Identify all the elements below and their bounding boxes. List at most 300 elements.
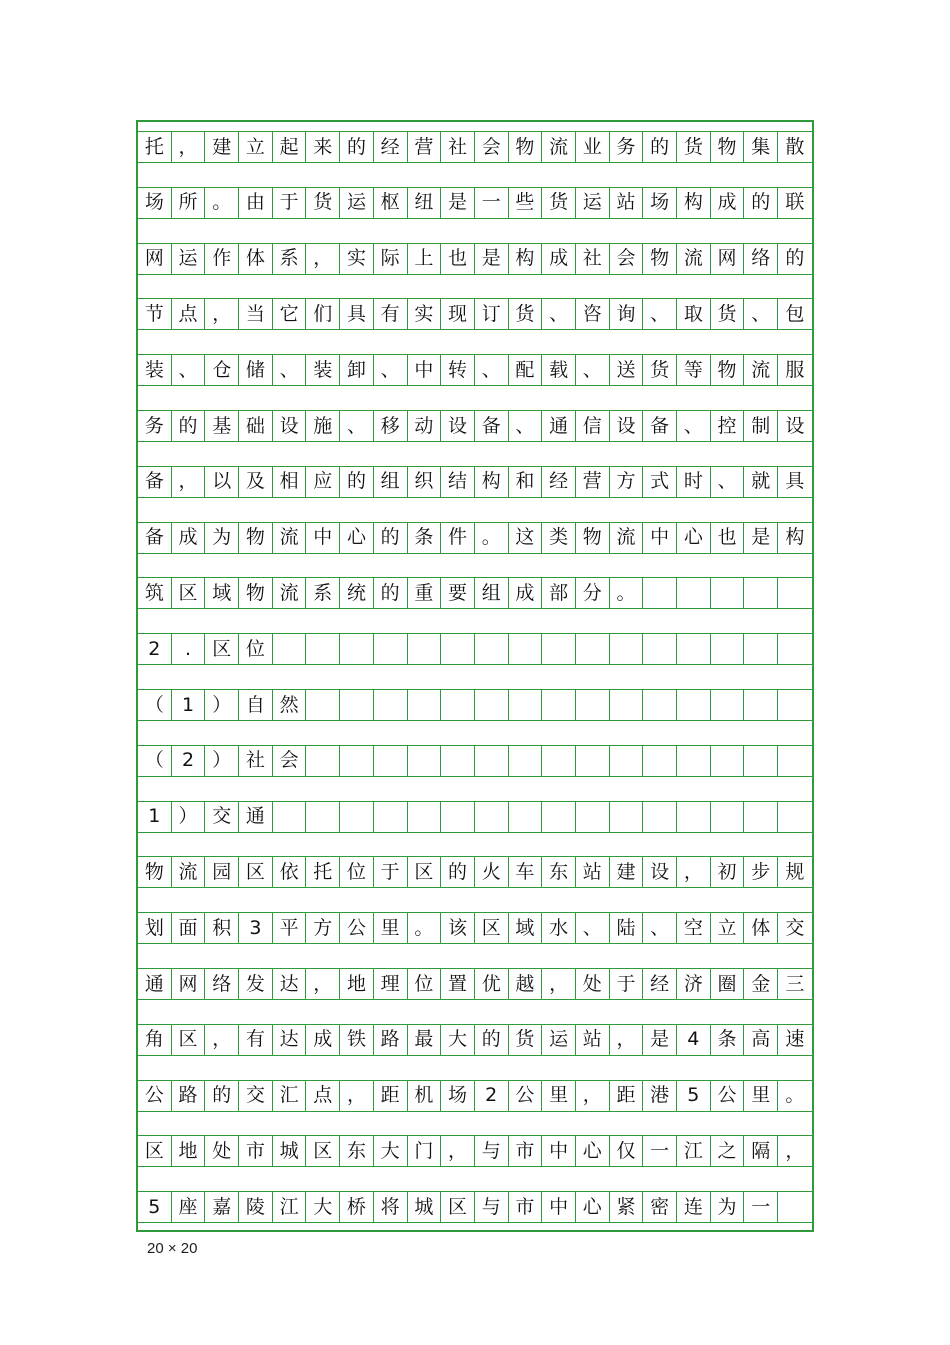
grid-cell: 当 <box>239 298 273 330</box>
grid-cell: 步 <box>744 856 778 888</box>
grid-cell: . <box>172 633 206 665</box>
grid-cell: 的 <box>374 522 408 554</box>
grid-cell: 物 <box>576 522 610 554</box>
grid-cell: 越 <box>509 968 543 1000</box>
grid-cell <box>273 801 307 833</box>
grid-cell: 货 <box>677 131 711 163</box>
grid-cell: 经 <box>643 968 677 1000</box>
grid-cell: 集 <box>744 131 778 163</box>
grid-cell: 桥 <box>340 1191 374 1223</box>
grid-cell: 构 <box>677 187 711 219</box>
grid-cell: 是 <box>441 187 475 219</box>
grid-cell: 咨 <box>576 298 610 330</box>
grid-cell: 流 <box>677 243 711 275</box>
grid-cell: 移 <box>374 410 408 442</box>
grid-cell: 积 <box>205 912 239 944</box>
grid-cell: 的 <box>778 243 812 275</box>
grid-cell: 5 <box>677 1080 711 1112</box>
grid-cell: 处 <box>576 968 610 1000</box>
grid-cell: 区 <box>205 633 239 665</box>
grid-cell <box>441 801 475 833</box>
grid-cell: 区 <box>306 1135 340 1167</box>
grid-cell: 里 <box>744 1080 778 1112</box>
grid-cell: 2 <box>475 1080 509 1112</box>
grid-cell: 相 <box>273 466 307 498</box>
grid-cell: 的 <box>643 131 677 163</box>
grid-cell: ） <box>205 745 239 777</box>
grid-cell: 位 <box>340 856 374 888</box>
grid-cell: 区 <box>441 1191 475 1223</box>
grid-cell <box>542 745 576 777</box>
grid-cell: 城 <box>408 1191 442 1223</box>
grid-cell: 系 <box>273 243 307 275</box>
grid-cell: 将 <box>374 1191 408 1223</box>
grid-cell: 的 <box>475 1024 509 1056</box>
grid-cell: 建 <box>610 856 644 888</box>
grid-cell: 站 <box>610 187 644 219</box>
grid-cell: 市 <box>509 1135 543 1167</box>
grid-cell <box>475 689 509 721</box>
grid-cell: 圈 <box>711 968 745 1000</box>
grid-cell <box>778 689 812 721</box>
grid-cell <box>711 577 745 609</box>
grid-cell: 类 <box>542 522 576 554</box>
grid-cell: 距 <box>610 1080 644 1112</box>
grid-row <box>138 745 812 777</box>
grid-cell: 成 <box>306 1024 340 1056</box>
grid-cell <box>610 689 644 721</box>
grid-cell: 铁 <box>340 1024 374 1056</box>
grid-cell: ， <box>172 131 206 163</box>
grid-cell: 装 <box>138 354 172 386</box>
grid-cell <box>778 745 812 777</box>
grid-cell: 仓 <box>205 354 239 386</box>
grid-cell <box>408 745 442 777</box>
grid-cell: 域 <box>205 577 239 609</box>
grid-cell <box>340 633 374 665</box>
grid-cell: ， <box>576 1080 610 1112</box>
grid-cell: 依 <box>273 856 307 888</box>
grid-cell: 位 <box>239 633 273 665</box>
grid-cell: 心 <box>576 1191 610 1223</box>
grid-cell: 构 <box>475 466 509 498</box>
grid-cell: 备 <box>138 466 172 498</box>
grid-cell: 流 <box>610 522 644 554</box>
grid-cell: 之 <box>711 1135 745 1167</box>
grid-cell: 、 <box>172 354 206 386</box>
grid-cell: 划 <box>138 912 172 944</box>
grid-cell: 。 <box>610 577 644 609</box>
grid-cell: 施 <box>306 410 340 442</box>
manuscript-grid-paper <box>136 120 814 1232</box>
grid-cell: 作 <box>205 243 239 275</box>
grid-cell: 货 <box>509 1024 543 1056</box>
grid-cell <box>509 745 543 777</box>
grid-cell <box>374 689 408 721</box>
grid-cell <box>542 801 576 833</box>
grid-cell: 港 <box>643 1080 677 1112</box>
grid-cell: 2 <box>138 633 172 665</box>
grid-cell: 该 <box>441 912 475 944</box>
grid-cell <box>677 633 711 665</box>
grid-cell: 中 <box>306 522 340 554</box>
grid-cell: ， <box>306 243 340 275</box>
grid-cell: 交 <box>778 912 812 944</box>
grid-cell: 济 <box>677 968 711 1000</box>
grid-cell: 机 <box>408 1080 442 1112</box>
grid-cell: 点 <box>172 298 206 330</box>
grid-cell: 控 <box>711 410 745 442</box>
grid-row <box>138 577 812 609</box>
grid-cell: 为 <box>711 1191 745 1223</box>
grid-cell: 与 <box>475 1135 509 1167</box>
grid-cell: 设 <box>273 410 307 442</box>
grid-cell: 规 <box>778 856 812 888</box>
grid-cell: 有 <box>374 298 408 330</box>
grid-cell: 陵 <box>239 1191 273 1223</box>
grid-cell: 发 <box>239 968 273 1000</box>
grid-cell: 座 <box>172 1191 206 1223</box>
grid-cell: 火 <box>475 856 509 888</box>
grid-cell: 运 <box>340 187 374 219</box>
grid-cell: 成 <box>542 243 576 275</box>
grid-cell: 成 <box>509 577 543 609</box>
grid-cell: 信 <box>576 410 610 442</box>
grid-cell: 就 <box>744 466 778 498</box>
grid-cell: 有 <box>239 1024 273 1056</box>
grid-row <box>138 1135 812 1167</box>
grid-cell: 1 <box>138 801 172 833</box>
grid-cell: 营 <box>576 466 610 498</box>
grid-cell: 询 <box>610 298 644 330</box>
grid-cell <box>306 689 340 721</box>
grid-cell: 站 <box>576 856 610 888</box>
grid-cell <box>340 801 374 833</box>
grid-cell: 它 <box>273 298 307 330</box>
grid-cell: ， <box>340 1080 374 1112</box>
grid-cell: 些 <box>509 187 543 219</box>
grid-cell: 托 <box>138 131 172 163</box>
grid-cell: 建 <box>205 131 239 163</box>
grid-cell: 统 <box>340 577 374 609</box>
grid-cell: 社 <box>441 131 475 163</box>
grid-cell: 物 <box>643 243 677 275</box>
grid-cell: 公 <box>138 1080 172 1112</box>
grid-cell: 包 <box>778 298 812 330</box>
grid-cell: 制 <box>744 410 778 442</box>
grid-cell: 转 <box>441 354 475 386</box>
grid-cell: 汇 <box>273 1080 307 1112</box>
grid-cell: 。 <box>475 522 509 554</box>
grid-cell: 础 <box>239 410 273 442</box>
grid-cell: 散 <box>778 131 812 163</box>
grid-cell: 城 <box>273 1135 307 1167</box>
grid-cell: 条 <box>711 1024 745 1056</box>
grid-size-caption: 20 × 20 <box>147 1240 198 1257</box>
grid-cell: 区 <box>408 856 442 888</box>
grid-cell <box>744 689 778 721</box>
grid-cell: 是 <box>744 522 778 554</box>
grid-cell: 一 <box>744 1191 778 1223</box>
grid-cell: 是 <box>475 243 509 275</box>
grid-cell: 送 <box>610 354 644 386</box>
grid-cell: 由 <box>239 187 273 219</box>
grid-cell <box>340 745 374 777</box>
grid-cell: 系 <box>306 577 340 609</box>
grid-row <box>138 243 812 275</box>
grid-cell: 场 <box>441 1080 475 1112</box>
grid-cell <box>441 633 475 665</box>
grid-cell: 是 <box>643 1024 677 1056</box>
grid-cell: 及 <box>239 466 273 498</box>
grid-cell <box>643 577 677 609</box>
grid-row <box>138 801 812 833</box>
grid-cell: 营 <box>408 131 442 163</box>
grid-cell <box>610 633 644 665</box>
grid-cell: 位 <box>408 968 442 1000</box>
grid-cell: 服 <box>778 354 812 386</box>
grid-cell <box>408 633 442 665</box>
grid-cell: 要 <box>441 577 475 609</box>
grid-cell <box>509 689 543 721</box>
grid-cell: 立 <box>239 131 273 163</box>
grid-cell <box>306 745 340 777</box>
grid-cell: 成 <box>172 522 206 554</box>
grid-cell: 里 <box>542 1080 576 1112</box>
grid-cell: 门 <box>408 1135 442 1167</box>
grid-cell: 初 <box>711 856 745 888</box>
grid-cell: 最 <box>408 1024 442 1056</box>
grid-cell: 重 <box>408 577 442 609</box>
grid-cell: 储 <box>239 354 273 386</box>
grid-cell <box>340 689 374 721</box>
grid-cell: 大 <box>374 1135 408 1167</box>
grid-cell: 园 <box>205 856 239 888</box>
grid-cell <box>306 801 340 833</box>
grid-cell: 、 <box>576 354 610 386</box>
grid-cell: 车 <box>509 856 543 888</box>
grid-cell <box>744 577 778 609</box>
grid-cell: 区 <box>239 856 273 888</box>
grid-cell: 运 <box>576 187 610 219</box>
grid-cell: 也 <box>711 522 745 554</box>
grid-row <box>138 968 812 1000</box>
grid-cell: 区 <box>138 1135 172 1167</box>
grid-cell <box>643 745 677 777</box>
grid-cell: 际 <box>374 243 408 275</box>
grid-cell: 分 <box>576 577 610 609</box>
grid-cell: 取 <box>677 298 711 330</box>
grid-cell: 一 <box>643 1135 677 1167</box>
grid-cell: 载 <box>542 354 576 386</box>
grid-cell: 平 <box>273 912 307 944</box>
grid-cell: 现 <box>441 298 475 330</box>
grid-cell: 站 <box>576 1024 610 1056</box>
grid-cell: 成 <box>711 187 745 219</box>
grid-cell: 与 <box>475 1191 509 1223</box>
grid-cell: 组 <box>374 466 408 498</box>
grid-cell: 会 <box>273 745 307 777</box>
grid-cell <box>711 801 745 833</box>
grid-cell: 区 <box>172 1024 206 1056</box>
grid-cell: 江 <box>273 1191 307 1223</box>
grid-cell: 通 <box>239 801 273 833</box>
grid-cell: 动 <box>408 410 442 442</box>
grid-cell: 的 <box>340 131 374 163</box>
grid-cell: 物 <box>509 131 543 163</box>
grid-cell: 络 <box>744 243 778 275</box>
grid-cell: ， <box>306 968 340 1000</box>
grid-cell: 织 <box>408 466 442 498</box>
grid-cell: 物 <box>711 131 745 163</box>
grid-cell <box>677 801 711 833</box>
grid-cell: 货 <box>509 298 543 330</box>
grid-cell: 公 <box>509 1080 543 1112</box>
grid-cell: 运 <box>172 243 206 275</box>
grid-cell <box>711 633 745 665</box>
grid-cell: 速 <box>778 1024 812 1056</box>
grid-cell: 、 <box>677 410 711 442</box>
grid-cell: 构 <box>778 522 812 554</box>
grid-row <box>138 633 812 665</box>
grid-cell: 江 <box>677 1135 711 1167</box>
grid-cell: 社 <box>239 745 273 777</box>
grid-cell: 、 <box>542 298 576 330</box>
grid-cell: 4 <box>677 1024 711 1056</box>
grid-cell: ， <box>677 856 711 888</box>
grid-cell <box>475 745 509 777</box>
grid-cell: 地 <box>340 968 374 1000</box>
grid-cell: 组 <box>475 577 509 609</box>
grid-cell: 备 <box>138 522 172 554</box>
grid-cell: 的 <box>441 856 475 888</box>
grid-cell: 于 <box>374 856 408 888</box>
grid-cell: ， <box>205 1024 239 1056</box>
grid-cell: 和 <box>509 466 543 498</box>
grid-cell: 经 <box>374 131 408 163</box>
grid-cell: 实 <box>408 298 442 330</box>
grid-cell: 场 <box>138 187 172 219</box>
grid-cell: 优 <box>475 968 509 1000</box>
grid-cell: 、 <box>509 410 543 442</box>
grid-cell: 公 <box>711 1080 745 1112</box>
grid-cell: 于 <box>610 968 644 1000</box>
grid-cell: 交 <box>239 1080 273 1112</box>
grid-cell: 。 <box>778 1080 812 1112</box>
grid-cell: 密 <box>643 1191 677 1223</box>
grid-cell: 订 <box>475 298 509 330</box>
grid-cell: 枢 <box>374 187 408 219</box>
grid-cell: 具 <box>778 466 812 498</box>
grid-cell: 路 <box>374 1024 408 1056</box>
grid-cell: 设 <box>441 410 475 442</box>
grid-cell: 面 <box>172 912 206 944</box>
grid-cell: 流 <box>273 577 307 609</box>
grid-cell <box>677 577 711 609</box>
grid-cell: 装 <box>306 354 340 386</box>
grid-cell: 经 <box>542 466 576 498</box>
grid-cell <box>744 745 778 777</box>
grid-cell: ， <box>778 1135 812 1167</box>
grid-cell <box>408 801 442 833</box>
grid-cell <box>643 689 677 721</box>
grid-cell: 式 <box>643 466 677 498</box>
grid-cell: 隔 <box>744 1135 778 1167</box>
grid-cell: 场 <box>643 187 677 219</box>
grid-cell: 件 <box>441 522 475 554</box>
grid-cell: 基 <box>205 410 239 442</box>
grid-cell: 大 <box>441 1024 475 1056</box>
grid-cell <box>441 689 475 721</box>
grid-cell: 1 <box>172 689 206 721</box>
grid-cell <box>778 801 812 833</box>
grid-row <box>138 354 812 386</box>
grid-cell: 网 <box>138 243 172 275</box>
grid-cell <box>542 633 576 665</box>
grid-cell <box>610 745 644 777</box>
grid-cell: 节 <box>138 298 172 330</box>
grid-cell: 通 <box>542 410 576 442</box>
grid-row <box>138 912 812 944</box>
grid-cell: 网 <box>172 968 206 1000</box>
grid-row <box>138 1024 812 1056</box>
grid-cell <box>509 633 543 665</box>
grid-cell: 距 <box>374 1080 408 1112</box>
grid-cell <box>306 633 340 665</box>
grid-cell: 货 <box>542 187 576 219</box>
grid-cell: 中 <box>643 522 677 554</box>
grid-cell: 东 <box>340 1135 374 1167</box>
grid-cell: 联 <box>778 187 812 219</box>
grid-cell <box>374 745 408 777</box>
grid-cell <box>711 745 745 777</box>
grid-cell <box>711 689 745 721</box>
grid-cell: 通 <box>138 968 172 1000</box>
grid-cell: 、 <box>643 912 677 944</box>
grid-cell: 社 <box>576 243 610 275</box>
grid-cell: 这 <box>509 522 543 554</box>
grid-cell: 实 <box>340 243 374 275</box>
grid-cell: 构 <box>509 243 543 275</box>
grid-cell: 务 <box>138 410 172 442</box>
grid-cell: 连 <box>677 1191 711 1223</box>
grid-cell <box>610 801 644 833</box>
grid-cell: 的 <box>172 410 206 442</box>
grid-cell: 立 <box>711 912 745 944</box>
grid-cell: 仅 <box>610 1135 644 1167</box>
grid-cell: ， <box>205 298 239 330</box>
grid-cell: 流 <box>273 522 307 554</box>
grid-cell: 区 <box>475 912 509 944</box>
grid-cell <box>273 633 307 665</box>
grid-cell: 流 <box>542 131 576 163</box>
grid-cell: 。 <box>205 187 239 219</box>
grid-cell: 、 <box>475 354 509 386</box>
grid-cell: 等 <box>677 354 711 386</box>
grid-cell: 货 <box>711 298 745 330</box>
grid-cell: 。 <box>408 912 442 944</box>
grid-cell: 流 <box>172 856 206 888</box>
grid-cell: 中 <box>408 354 442 386</box>
grid-cell: 会 <box>610 243 644 275</box>
grid-cell: 东 <box>542 856 576 888</box>
grid-cell: 、 <box>643 298 677 330</box>
grid-cell: 一 <box>475 187 509 219</box>
grid-cell: 网 <box>711 243 745 275</box>
grid-cell: 设 <box>643 856 677 888</box>
grid-cell: 、 <box>273 354 307 386</box>
grid-cell: 紧 <box>610 1191 644 1223</box>
